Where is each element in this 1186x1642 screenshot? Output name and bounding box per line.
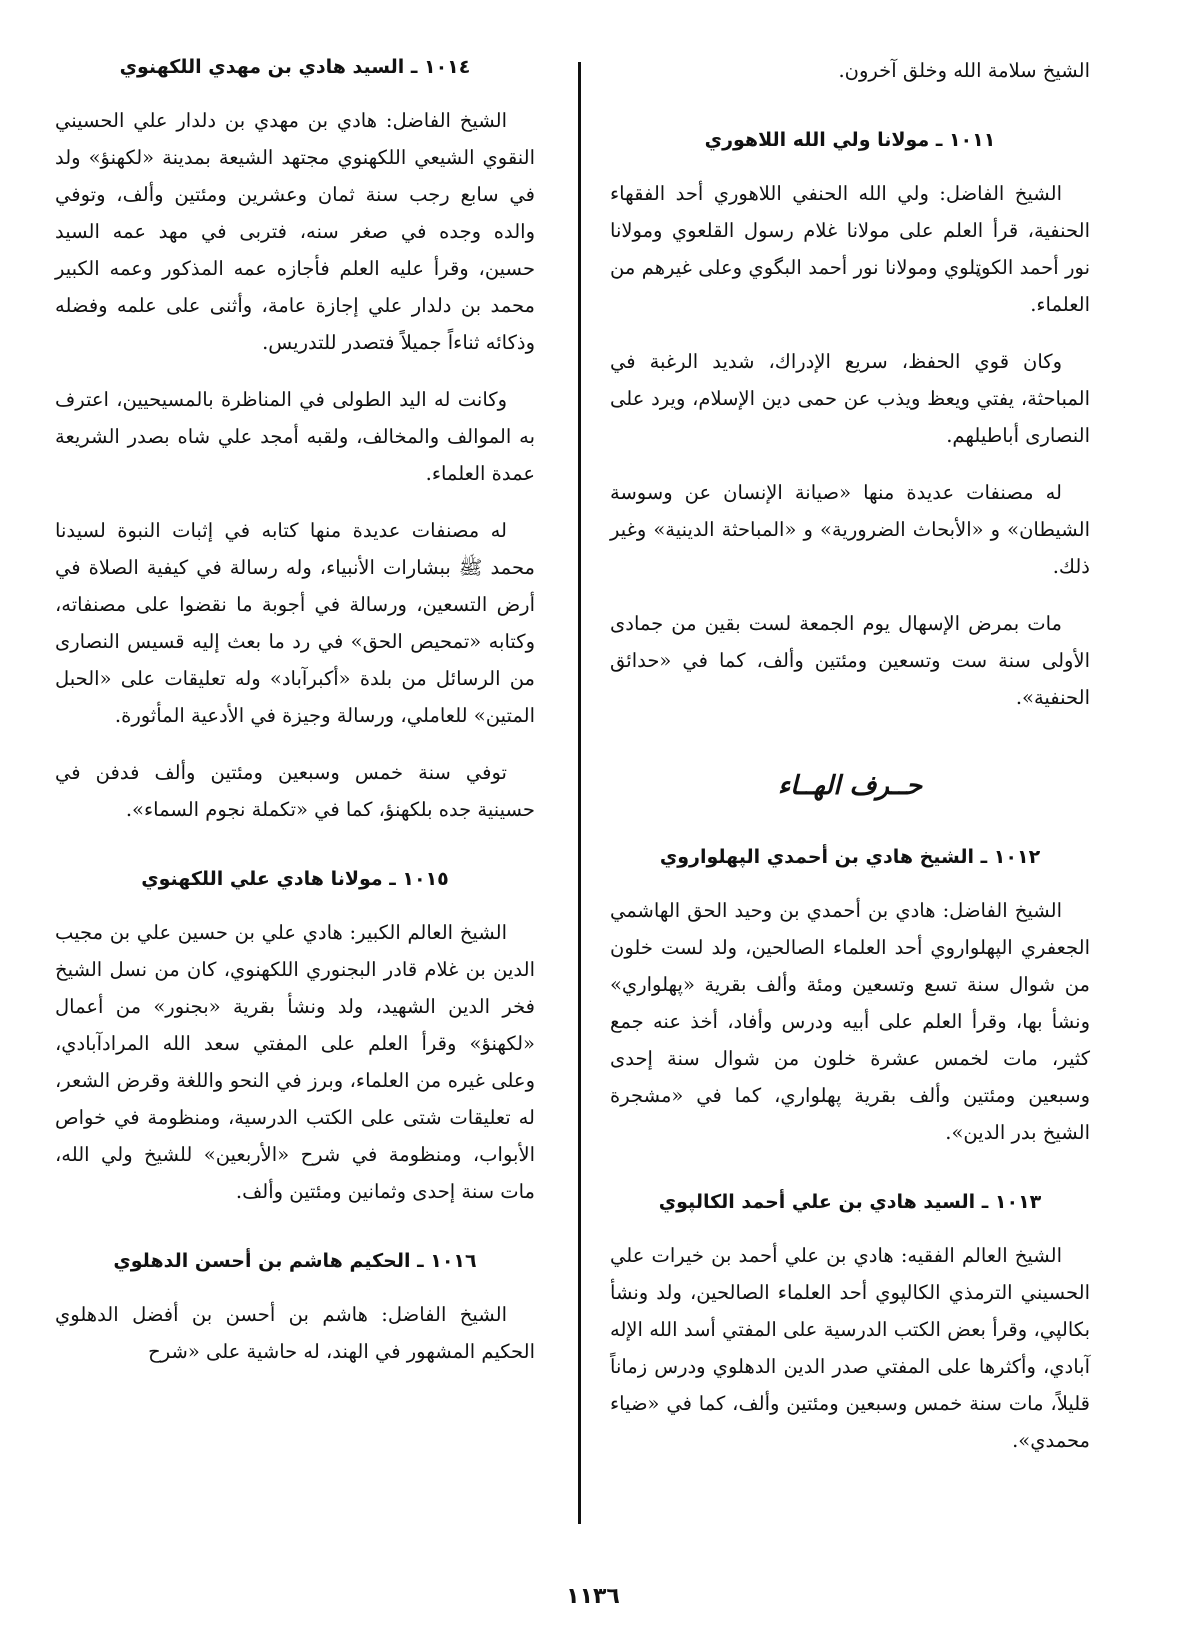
entry-1016-heading: ١٠١٦ ـ الحكيم هاشم بن أحسن الدهلوي bbox=[113, 1250, 477, 1272]
entry-1011-paragraph-2: وكان قوي الحفظ، سريع الإدراك، شديد الرغبة في المباحثة، يفتي ويعظ ويذب عن حمى دين الإسلام، ويرد على النصارى أباطيلهم. bbox=[610, 350, 1090, 447]
entry-1014-paragraph-3: له مصنفات عديدة منها كتابه في إثبات النبوة لسيدنا محمد ﷺ ببشارات الأنبياء، وله رسالة في كيفية الصلاة في أرض التسعين، ورسالة في أجوبة ما نقضوا على مصنفاته، وكتابه «تمحيص الحق» في رد ما بعث إليه قسيس النصارى من الرسائل من بلدة «أكبرآباد» وله تعليقات على «الحبل المتين» للعاملي، ورسالة وجيزة في الأدعية المأثورة. bbox=[55, 519, 535, 727]
entry-1012-paragraph-1: الشيخ الفاضل: هادي بن أحمدي بن وحيد الحق الهاشمي الجعفري الپهلواروي أحد العلماء الصالحين، ولد لست خلون من شوال سنة تسع وتسعين ومئة وألف بقرية «پهلواري» ونشأ بها، وقرأ العلم على أبيه ودرس وأفاد، أخذ عنه جمع كثير، مات لخمس عشرة خلون من شوال سنة إحدى وسبعين ومئتين وألف بقرية پهلواري، كما في «مشجرة الشيخ بدر الدين». bbox=[610, 899, 1090, 1144]
entry-1015-heading: ١٠١٥ ـ مولانا هادي علي اللكهنوي bbox=[141, 868, 449, 890]
spacer bbox=[610, 155, 1090, 175]
spacer bbox=[610, 806, 1090, 842]
entry-1014-paragraph-1: الشيخ الفاضل: هادي بن مهدي بن دلدار علي الحسيني النقوي الشيعي اللكهنوي مجتهد الشيعة بمدينة «لكهنؤ» ولد في سابع رجب سنة ثمان وعشرين ومئتين وألف، وتوفي والده وجده في صغر سنه، فتربى في مهد عمه السيد حسين، وقرأ عليه العلم فأجازه عمه المذكور وعمه الكبير محمد بن دلدار علي إجازة عامة، وأثنى على علمه وفضله وذكائه ثناءاً جميلاً فتصدر للتدريس. bbox=[55, 109, 535, 354]
spacer bbox=[55, 828, 535, 864]
section-title-letter-ha: حــرف الهــاء bbox=[777, 771, 923, 801]
spacer bbox=[610, 872, 1090, 892]
spacer bbox=[55, 1210, 535, 1246]
entry-1013-paragraph-1: الشيخ العالم الفقيه: هادي بن علي أحمد بن خيرات علي الحسيني الترمذي الكالپوي أحد العلماء الصالحين، ولد ونشأ بكالپي، وقرأ بعض الكتب الدرسية على المفتي أسد الله الإله آبادي، وأكثرها على المفتي صدر الدين الدهلوي ودرس زماناً قليلاً، مات سنة خمس وسبعين ومئتين وألف، كما في «ضياء محمدي». bbox=[610, 1244, 1090, 1452]
entry-1012-heading: ١٠١٢ ـ الشيخ هادي بن أحمدي الپهلواروي bbox=[659, 846, 1041, 868]
spacer bbox=[610, 1217, 1090, 1237]
entry-1013-heading: ١٠١٣ ـ السيد هادي بن علي أحمد الكالپوي bbox=[658, 1191, 1042, 1213]
entry-1011-paragraph-4: مات بمرض الإسهال يوم الجمعة لست بقين من جمادى الأولى سنة ست وتسعين ومئتين وألف، كما في «حدائق الحنفية». bbox=[610, 612, 1090, 709]
spacer bbox=[610, 716, 1090, 766]
page-number: ١١٣٦ bbox=[566, 1584, 620, 1609]
spacer bbox=[55, 894, 535, 914]
left-column bbox=[55, 52, 535, 1370]
spacer bbox=[55, 734, 535, 754]
entry-1011-heading: ١٠١١ ـ مولانا ولي الله اللاهوري bbox=[704, 129, 996, 151]
spacer bbox=[610, 585, 1090, 605]
spacer bbox=[55, 492, 535, 512]
spacer bbox=[610, 323, 1090, 343]
spacer bbox=[55, 1276, 535, 1296]
column-divider bbox=[578, 62, 581, 1524]
spacer bbox=[55, 361, 535, 381]
entry-1015-paragraph-1: الشيخ العالم الكبير: هادي علي بن حسين علي بن مجيب الدين بن غلام قادر البجنوري اللكهنوي، كان من نسل الشيخ فخر الدين الشهيد، ولد ونشأ بقرية «بجنور» من أعمال «لكهنؤ» وقرأ العلم على المفتي سعد الله المرادآبادي، وعلى غيره من العلماء، وبرز في النحو واللغة وقرض الشعر، له تعليقات شتى على الكتب الدرسية، ومنظومة في خواص الأبواب، ومنظومة في شرح «الأربعين» للشيخ ولي الله، مات سنة إحدى وثمانين ومئتين وألف. bbox=[55, 921, 535, 1203]
right-column bbox=[610, 52, 1090, 1459]
spacer bbox=[610, 89, 1090, 125]
entry-1014-paragraph-4: توفي سنة خمس وسبعين ومئتين وألف فدفن في حسينية جده بلكهنؤ، كما في «تكملة نجوم السماء». bbox=[55, 761, 535, 821]
entry-1011-paragraph-1: الشيخ الفاضل: ولي الله الحنفي اللاهوري أحد الفقهاء الحنفية، قرأ العلم على مولانا غلام رسول القلعوي ومولانا نور أحمد الكوټلوي ومولانا نور أحمد البگوي وعلى غيرهم من العلماء. bbox=[610, 182, 1090, 316]
spacer bbox=[610, 454, 1090, 474]
spacer bbox=[55, 82, 535, 102]
entry-1014-paragraph-2: وكانت له اليد الطولى في المناظرة بالمسيحيين، اعترف به الموالف والمخالف، ولقبه أمجد علي شاه بصدر الشريعة عمدة العلماء. bbox=[55, 388, 535, 485]
entry-1014-heading: ١٠١٤ ـ السيد هادي بن مهدي اللكهنوي bbox=[119, 56, 471, 78]
spacer bbox=[610, 1151, 1090, 1187]
entry-1011-paragraph-3: له مصنفات عديدة منها «صيانة الإنسان عن وسوسة الشيطان» و «الأبحاث الضرورية» و «المباحثة الدينية» وغير ذلك. bbox=[610, 481, 1090, 578]
entry-1016-paragraph-1: الشيخ الفاضل: هاشم بن أحسن بن أفضل الدهلوي الحكيم المشهور في الهند، له حاشية على «شرح bbox=[55, 1303, 535, 1363]
continuation-text: الشيخ سلامة الله وخلق آخرون. bbox=[838, 59, 1090, 82]
